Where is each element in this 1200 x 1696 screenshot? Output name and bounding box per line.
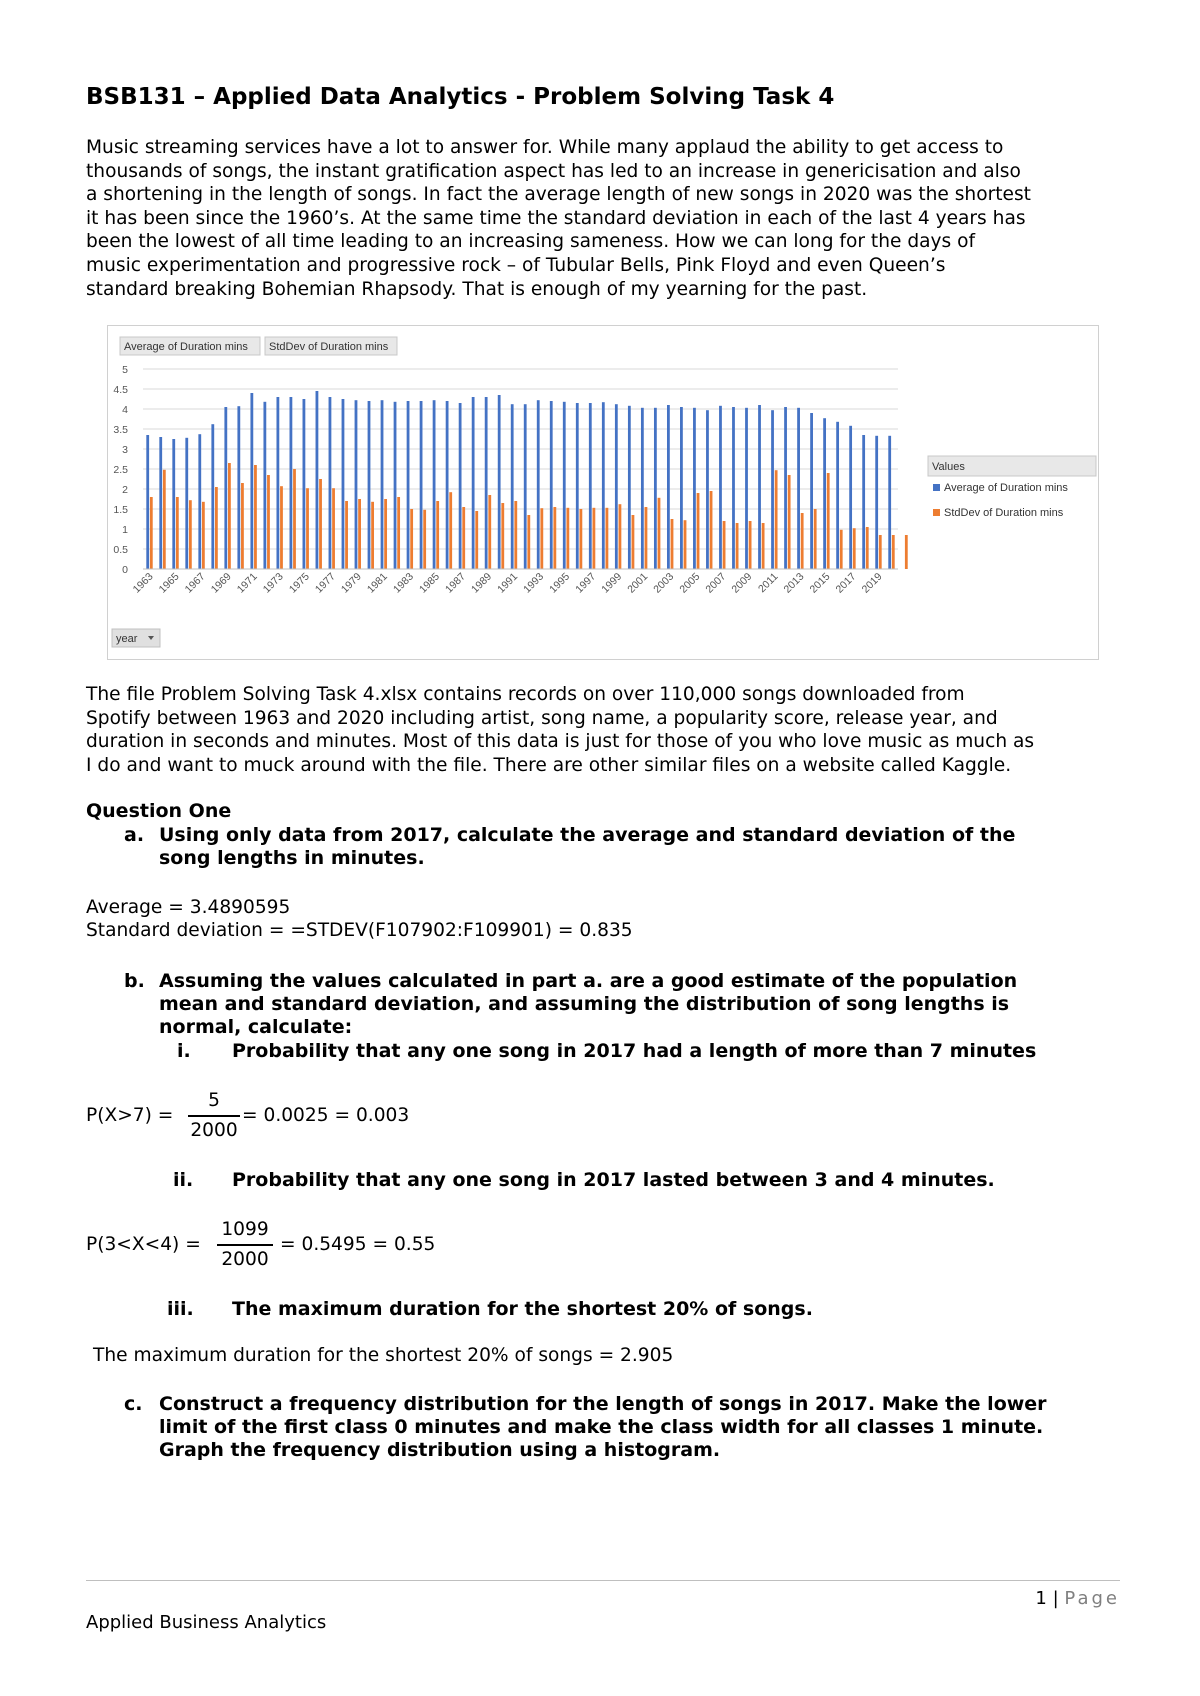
legend-swatch-average: [933, 484, 940, 491]
svg-text:year: year: [116, 633, 138, 645]
bar-average: [485, 397, 488, 569]
x-tick-label: 1967: [182, 570, 208, 596]
y-axis-ticks: [113, 364, 128, 576]
bar-average: [394, 402, 397, 569]
chart-bars: [146, 391, 907, 569]
bar-stddev: [566, 508, 569, 569]
bar-average: [420, 401, 423, 569]
part-a-line: song lengths in minutes.: [159, 847, 425, 869]
bar-stddev: [241, 483, 244, 569]
x-tick-label: 2015: [807, 570, 833, 596]
bar-average: [888, 436, 891, 569]
bar-stddev: [658, 498, 661, 569]
bar-average: [329, 397, 332, 569]
bar-average: [589, 403, 592, 569]
bar-average: [342, 399, 345, 569]
intro-line: Music streaming services have a lot to answer for. While many applaud the ability to get access to: [86, 137, 1004, 158]
bar-average: [667, 405, 670, 569]
y-tick-label: 4: [122, 404, 128, 416]
x-tick-label: 1973: [260, 570, 286, 596]
bar-average: [407, 401, 410, 569]
bar-average: [602, 402, 605, 569]
bar-stddev: [488, 495, 491, 569]
bar-average: [849, 426, 852, 569]
bar-average: [771, 410, 774, 569]
x-tick-label: 2011: [755, 570, 781, 596]
x-tick-label: 1999: [599, 570, 625, 596]
intro-line: thousands of songs, the instant gratification aspect has led to an increase in genericisation and also: [86, 160, 1021, 182]
bar-average: [355, 400, 358, 569]
y-tick-label: 5: [122, 364, 128, 376]
bar-stddev: [892, 535, 895, 569]
bar-average: [836, 422, 839, 569]
bar-average: [289, 397, 292, 569]
x-tick-label: 2019: [859, 570, 885, 596]
bar-stddev: [189, 500, 192, 569]
intro-paragraph: [86, 136, 1136, 301]
bar-average: [810, 413, 813, 569]
bar-average: [381, 400, 384, 569]
svg-text:Average of Duration mins: Average of Duration mins: [124, 341, 248, 353]
para2-line: The file Problem Solving Task 4.xlsx contains records on over 110,000 songs downloaded from: [86, 684, 965, 705]
bar-average: [198, 434, 201, 569]
part-b-ii-label: ii.: [173, 1169, 194, 1191]
x-tick-label: 1971: [234, 570, 260, 596]
bar-stddev: [501, 503, 504, 569]
bar-stddev: [684, 520, 687, 569]
x-tick-label: 1969: [208, 570, 234, 596]
b-ii-equation-lhs: P(3<X<4) =: [86, 1234, 201, 1255]
field-button-average[interactable]: [120, 337, 260, 355]
x-axis-ticks: [131, 569, 898, 596]
bar-average: [263, 402, 266, 569]
b-i-denominator: 2000: [190, 1120, 238, 1141]
x-tick-label: 1965: [156, 570, 182, 596]
b-ii-denominator: 2000: [221, 1249, 269, 1270]
bar-average: [224, 407, 227, 569]
bar-average: [862, 435, 865, 569]
bar-stddev: [410, 509, 413, 569]
legend-swatch-stddev: [933, 509, 940, 516]
y-tick-label: 1: [122, 524, 128, 536]
bar-average: [237, 406, 240, 569]
bar-stddev: [775, 470, 778, 569]
x-tick-label: 2003: [651, 570, 677, 596]
bar-stddev: [423, 510, 426, 569]
bar-average: [276, 397, 279, 569]
bar-average: [875, 436, 878, 569]
bar-stddev: [163, 470, 166, 569]
filter-button-year[interactable]: [112, 629, 160, 647]
bar-average: [758, 405, 761, 569]
bar-stddev: [267, 475, 270, 569]
bar-stddev: [879, 535, 882, 569]
y-tick-label: 0: [122, 564, 128, 576]
bar-average: [511, 404, 514, 569]
bar-average: [706, 410, 709, 569]
x-tick-label: 1975: [286, 570, 312, 596]
bar-average: [459, 403, 462, 569]
para2-line: I do and want to muck around with the file. There are other similar files on a website called Kaggle.: [86, 754, 1012, 776]
bar-stddev: [150, 497, 153, 569]
part-b-line: mean and standard deviation, and assuming the distribution of song lengths is: [159, 993, 1010, 1015]
part-c-line: Graph the frequency distribution using a histogram.: [159, 1439, 721, 1461]
file-description-paragraph: [86, 683, 1136, 777]
x-tick-label: 1979: [338, 570, 364, 596]
bar-stddev: [228, 463, 231, 569]
pivot-chart-svg: [108, 326, 1098, 659]
bar-stddev: [579, 509, 582, 569]
bar-average: [576, 403, 579, 569]
bar-stddev: [475, 511, 478, 569]
stdev-answer: Standard deviation = =STDEV(F107902:F109901) = 0.835: [86, 920, 633, 941]
bar-stddev: [736, 523, 739, 569]
bar-average: [719, 406, 722, 569]
bar-average: [823, 418, 826, 569]
b-ii-equation-rhs: = 0.5495 = 0.55: [280, 1234, 436, 1255]
bar-stddev: [814, 509, 817, 569]
intro-line: standard breaking Bohemian Rhapsody. That is enough of my yearning for the past.: [86, 278, 868, 300]
bar-stddev: [215, 487, 218, 569]
bar-average: [524, 404, 527, 569]
footer-divider: [86, 1580, 1120, 1581]
b-iii-answer: The maximum duration for the shortest 20% of songs = 2.905: [93, 1345, 674, 1366]
bar-average: [446, 401, 449, 569]
svg-text:StdDev of Duration mins: StdDev of Duration mins: [269, 341, 389, 353]
y-tick-label: 2: [122, 484, 128, 496]
b-ii-fraction-bar: [217, 1244, 273, 1246]
x-tick-label: 1985: [417, 570, 443, 596]
bar-average: [185, 438, 188, 569]
bar-stddev: [280, 486, 283, 569]
average-answer: Average = 3.4890595: [86, 897, 291, 918]
x-tick-label: 1997: [573, 570, 599, 596]
bar-average: [472, 397, 475, 569]
b-i-fraction-bar: [188, 1115, 240, 1117]
part-c-label: c.: [124, 1393, 143, 1415]
bar-average: [563, 402, 566, 569]
bar-average: [693, 408, 696, 569]
x-tick-label: 1977: [312, 570, 338, 596]
x-tick-label: 1993: [521, 570, 547, 596]
y-tick-label: 0.5: [113, 544, 128, 556]
bar-stddev: [332, 488, 335, 569]
bar-average: [680, 407, 683, 569]
bar-stddev: [176, 497, 179, 569]
y-tick-label: 3: [122, 444, 128, 456]
x-tick-label: 1963: [130, 570, 156, 596]
bar-stddev: [462, 507, 465, 569]
bar-stddev: [540, 508, 543, 569]
bar-stddev: [306, 488, 309, 569]
bar-average: [498, 395, 501, 569]
bar-average: [211, 424, 214, 569]
bar-average: [797, 408, 800, 569]
x-tick-label: 1991: [495, 570, 521, 596]
bar-average: [159, 437, 162, 569]
b-i-equation-rhs: = 0.0025 = 0.003: [242, 1105, 410, 1126]
question-one-heading: Question One: [86, 800, 232, 822]
legend-entry-average: Average of Duration mins: [944, 482, 1068, 494]
y-tick-label: 3.5: [113, 424, 128, 436]
bar-stddev: [397, 497, 400, 569]
part-c-line: Construct a frequency distribution for the length of songs in 2017. Make the lower: [159, 1393, 1047, 1415]
bar-stddev: [762, 523, 765, 569]
bar-average: [628, 406, 631, 569]
y-tick-label: 4.5: [113, 384, 128, 396]
part-b-iii-label: iii.: [167, 1298, 194, 1320]
bar-stddev: [710, 491, 713, 569]
x-tick-label: 2005: [677, 570, 703, 596]
bar-stddev: [788, 475, 791, 569]
field-button-stddev[interactable]: [265, 337, 397, 355]
bar-average: [745, 408, 748, 569]
page-number: 1: [1035, 1588, 1047, 1609]
intro-line: music experimentation and progressive rock – of Tubular Bells, Pink Floyd and even Queen’s: [86, 254, 946, 276]
bar-stddev: [853, 528, 856, 569]
page-separator: |: [1052, 1588, 1059, 1609]
x-tick-label: 2017: [833, 570, 859, 596]
bar-stddev: [358, 499, 361, 569]
bar-stddev: [319, 479, 322, 569]
x-tick-label: 2007: [703, 570, 729, 596]
bar-average: [641, 408, 644, 569]
part-b-i-text: Probability that any one song in 2017 had a length of more than 7 minutes: [232, 1040, 1037, 1062]
bar-average: [172, 439, 175, 569]
bar-stddev: [840, 530, 843, 569]
part-a-line: Using only data from 2017, calculate the average and standard deviation of the: [159, 824, 1016, 846]
para2-line: duration in seconds and minutes. Most of this data is just for those of you who love music as much as: [86, 731, 1035, 753]
bar-stddev: [202, 502, 205, 569]
bar-stddev: [449, 492, 452, 569]
bar-average: [303, 399, 306, 569]
footer-course-name: Applied Business Analytics: [86, 1612, 327, 1633]
bar-stddev: [619, 504, 622, 569]
bar-stddev: [827, 473, 830, 569]
bar-stddev: [866, 527, 869, 569]
bar-stddev: [697, 493, 700, 569]
bar-average: [537, 400, 540, 569]
chart-legend: [928, 456, 1096, 519]
bar-stddev: [671, 519, 674, 569]
x-tick-label: 2009: [729, 570, 755, 596]
bar-average: [368, 401, 371, 569]
bar-average: [146, 435, 149, 569]
x-tick-label: 2001: [625, 570, 651, 596]
intro-line: been the lowest of all time leading to an increasing sameness. How we can long for the days of: [86, 231, 976, 253]
b-i-numerator: 5: [208, 1090, 220, 1111]
bar-average: [550, 401, 553, 569]
b-ii-numerator: 1099: [221, 1219, 269, 1240]
x-tick-label: 1983: [390, 570, 416, 596]
x-tick-label: 1995: [547, 570, 573, 596]
bar-stddev: [527, 515, 530, 569]
bar-average: [250, 393, 253, 569]
bar-stddev: [632, 515, 635, 569]
bar-stddev: [514, 501, 517, 569]
bar-stddev: [345, 501, 348, 569]
legend-entry-stddev: StdDev of Duration mins: [944, 507, 1064, 519]
part-b-i-label: i.: [177, 1040, 191, 1062]
bar-average: [654, 408, 657, 569]
bar-stddev: [592, 508, 595, 569]
document-title: BSB131 – Applied Data Analytics - Problem Solving Task 4: [86, 84, 835, 110]
part-b-line: normal, calculate:: [159, 1016, 353, 1038]
bar-average: [615, 404, 618, 569]
intro-line: a shortening in the length of songs. In fact the average length of new songs in 2020 was the shortest: [86, 184, 1031, 206]
bar-stddev: [436, 501, 439, 569]
part-b-line: Assuming the values calculated in part a. are a good estimate of the population: [159, 970, 1018, 992]
bar-stddev: [801, 513, 804, 569]
y-tick-label: 2.5: [113, 464, 128, 476]
bar-stddev: [293, 469, 296, 569]
pivot-chart: [107, 325, 1099, 660]
x-tick-label: 1981: [364, 570, 390, 596]
intro-line: it has been since the 1960’s. At the same time the standard deviation in each of the last 4 years has: [86, 207, 1026, 229]
page-number-block: [1035, 1588, 1120, 1609]
x-tick-label: 1987: [443, 570, 469, 596]
bar-stddev: [384, 499, 387, 569]
legend-title: Values: [932, 461, 965, 473]
bar-stddev: [905, 535, 908, 569]
bar-stddev: [371, 502, 374, 569]
bar-stddev: [606, 508, 609, 569]
bar-average: [732, 407, 735, 569]
bar-stddev: [723, 521, 726, 569]
b-i-equation-lhs: P(X>7) =: [86, 1105, 174, 1126]
part-b-ii-text: Probability that any one song in 2017 lasted between 3 and 4 minutes.: [232, 1169, 995, 1191]
bar-stddev: [553, 507, 556, 569]
page-word: Page: [1064, 1588, 1120, 1609]
bar-stddev: [254, 465, 257, 569]
bar-average: [316, 391, 319, 569]
x-tick-label: 1989: [469, 570, 495, 596]
bar-stddev: [645, 507, 648, 569]
part-a-label: a.: [124, 824, 145, 846]
bar-stddev: [749, 521, 752, 569]
para2-line: Spotify between 1963 and 2020 including artist, song name, a popularity score, release year, and: [86, 707, 998, 729]
part-c-line: limit of the first class 0 minutes and make the class width for all classes 1 minute.: [159, 1416, 1044, 1438]
y-tick-label: 1.5: [113, 504, 128, 516]
bar-average: [784, 407, 787, 569]
part-b-label: b.: [124, 970, 145, 992]
bar-average: [433, 400, 436, 569]
x-tick-label: 2013: [781, 570, 807, 596]
part-b-iii-text: The maximum duration for the shortest 20% of songs.: [232, 1298, 813, 1320]
